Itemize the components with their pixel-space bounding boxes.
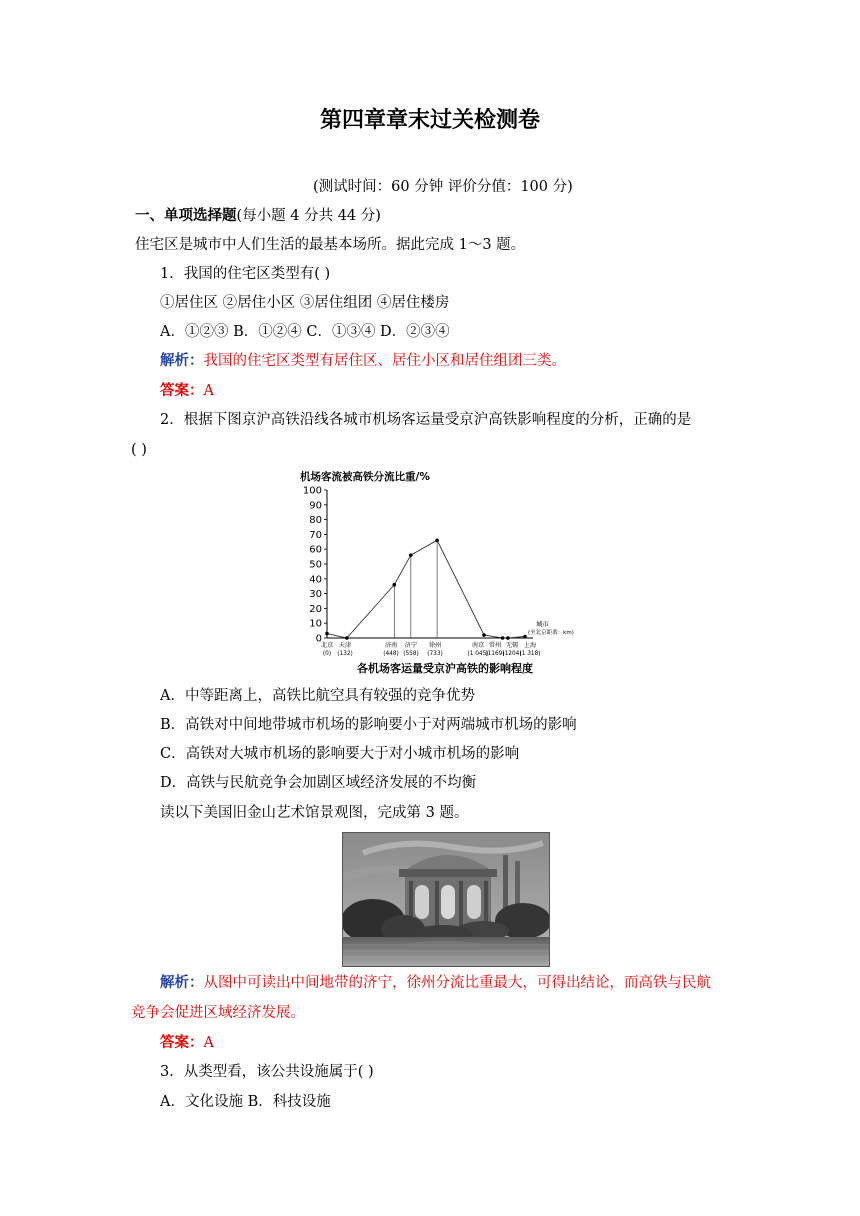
q1-analysis-label: 解析：	[160, 352, 204, 369]
q2-analysis-label: 解析：	[160, 974, 204, 991]
q2-option-d: D．高铁与民航竞争会加剧区域经济发展的不均衡	[160, 775, 477, 791]
q3-stem: 3．从类型看，该公共设施属于( )	[160, 1064, 374, 1080]
exam-info: (测试时间：60 分钟 评价分值：100 分)	[313, 179, 573, 195]
page-title: 第四章章末过关检测卷	[319, 107, 540, 133]
q1-items: ①居住区 ②居住小区 ③居住组团 ④居住楼房	[160, 295, 450, 311]
chart-y-tick-label: 50	[309, 559, 322, 571]
q2-analysis-line2: 竞争会促进区域经济发展。	[131, 1005, 305, 1021]
section-heading-title: 一、单项选择题	[135, 207, 237, 224]
airport-impact-chart	[290, 468, 600, 680]
chart-point	[506, 636, 510, 640]
chart-series-line	[327, 540, 525, 638]
chart-x-distance-label: (1 318)	[519, 651, 541, 657]
chart-x-tick-label: 上海	[523, 642, 537, 649]
q2-option-b: B．高铁对中间地带城市机场的影响要小于对两端城市机场的影响	[160, 717, 577, 733]
q2-stem: 2．根据下图京沪高铁沿线各城市机场客运量受京沪高铁影响程度的分析，正确的是	[160, 412, 692, 428]
chart-point	[523, 635, 527, 639]
q2-analysis	[160, 973, 711, 993]
chart-x-tick-label: 济宁	[404, 642, 418, 649]
chart-y-tick-label: 30	[309, 589, 322, 601]
q2-stem-paren: ( )	[131, 442, 147, 458]
chart-x-tick-label: 天津	[338, 642, 352, 649]
chart-svg	[290, 468, 600, 680]
chart-point	[501, 636, 505, 640]
q3-options: A．文化设施 B．科技设施	[160, 1094, 331, 1110]
q2-answer-value: A	[203, 1035, 214, 1051]
chart-y-tick-label: 100	[302, 485, 322, 497]
chart-x-tick-label: 徐州	[428, 642, 442, 649]
intro-q3: 读以下美国旧金山艺术馆景观图，完成第 3 题。	[160, 805, 469, 821]
chart-x-distance-label: (448)	[383, 651, 399, 657]
q1-answer-label: 答案：	[160, 382, 204, 399]
chart-x-distance-label: (1204)	[502, 651, 522, 657]
chart-point	[325, 632, 329, 636]
chart-point	[482, 633, 486, 637]
q2-option-a: A．中等距离上，高铁比航空具有较强的竞争优势	[160, 688, 475, 704]
chart-point	[393, 583, 397, 587]
chart-x-distance-label: (132)	[337, 651, 353, 657]
chart-x-tick-label: 济南	[384, 642, 398, 649]
chart-x-distance-label: (0)	[322, 651, 332, 657]
q1-answer	[160, 381, 214, 401]
chart-x-tick-label: 无锡	[505, 642, 519, 649]
q2-answer	[160, 1033, 214, 1053]
chart-x-tick-label: 常州	[488, 642, 502, 649]
chart-x-distance-label: (1 045)	[467, 651, 489, 657]
section-heading	[135, 206, 381, 226]
chart-caption: 各机场客运量受京沪高铁的影响程度	[357, 662, 533, 675]
chart-x-title: 城市	[536, 620, 549, 628]
chart-point	[409, 553, 413, 557]
chart-y-tick-label: 10	[309, 618, 322, 630]
chart-point	[435, 539, 439, 543]
chart-x-note: (至北京距离：km)	[528, 630, 574, 636]
chart-y-tick-label: 70	[309, 529, 322, 541]
section-heading-note: (每小题 4 分共 44 分)	[236, 208, 381, 224]
palace-photo-illustration	[343, 833, 549, 966]
q1-answer-value: A	[203, 383, 214, 399]
intro-1-3: 住宅区是城市中人们生活的最基本场所。据此完成 1～3 题。	[135, 237, 526, 253]
chart-y-tick-label: 0	[315, 633, 322, 645]
chart-y-tick-label: 90	[309, 500, 322, 512]
palace-of-fine-arts-photo	[342, 832, 550, 967]
q1-stem: 1．我国的住宅区类型有( )	[160, 266, 331, 282]
q2-answer-label: 答案：	[160, 1034, 204, 1051]
chart-point	[345, 636, 349, 640]
chart-y-tick-label: 80	[309, 515, 322, 527]
q1-analysis-text: 我国的住宅区类型有居住区、居住小区和居住组团三类。	[203, 353, 566, 369]
chart-y-tick-label: 60	[309, 544, 322, 556]
chart-x-tick-label: 南京	[471, 642, 485, 649]
chart-x-distance-label: (1169)	[485, 651, 505, 657]
q2-analysis-line1: 从图中可读出中间地带的济宁，徐州分流比重最大，可得出结论，而高铁与民航	[203, 975, 711, 991]
chart-y-tick-label: 40	[309, 574, 322, 586]
chart-x-distance-label: (558)	[403, 651, 419, 657]
q1-options: A．①②③ B．①②④ C．①③④ D．②③④	[160, 324, 450, 340]
chart-x-tick-label: 北京	[320, 642, 334, 649]
q2-option-c: C．高铁对大城市机场的影响要大于对小城市机场的影响	[160, 746, 520, 762]
chart-y-tick-label: 20	[309, 603, 322, 615]
q1-analysis	[160, 351, 566, 371]
chart-x-distance-label: (733)	[427, 651, 443, 657]
chart-y-title: 机场客流被高铁分流比重/%	[300, 471, 430, 483]
